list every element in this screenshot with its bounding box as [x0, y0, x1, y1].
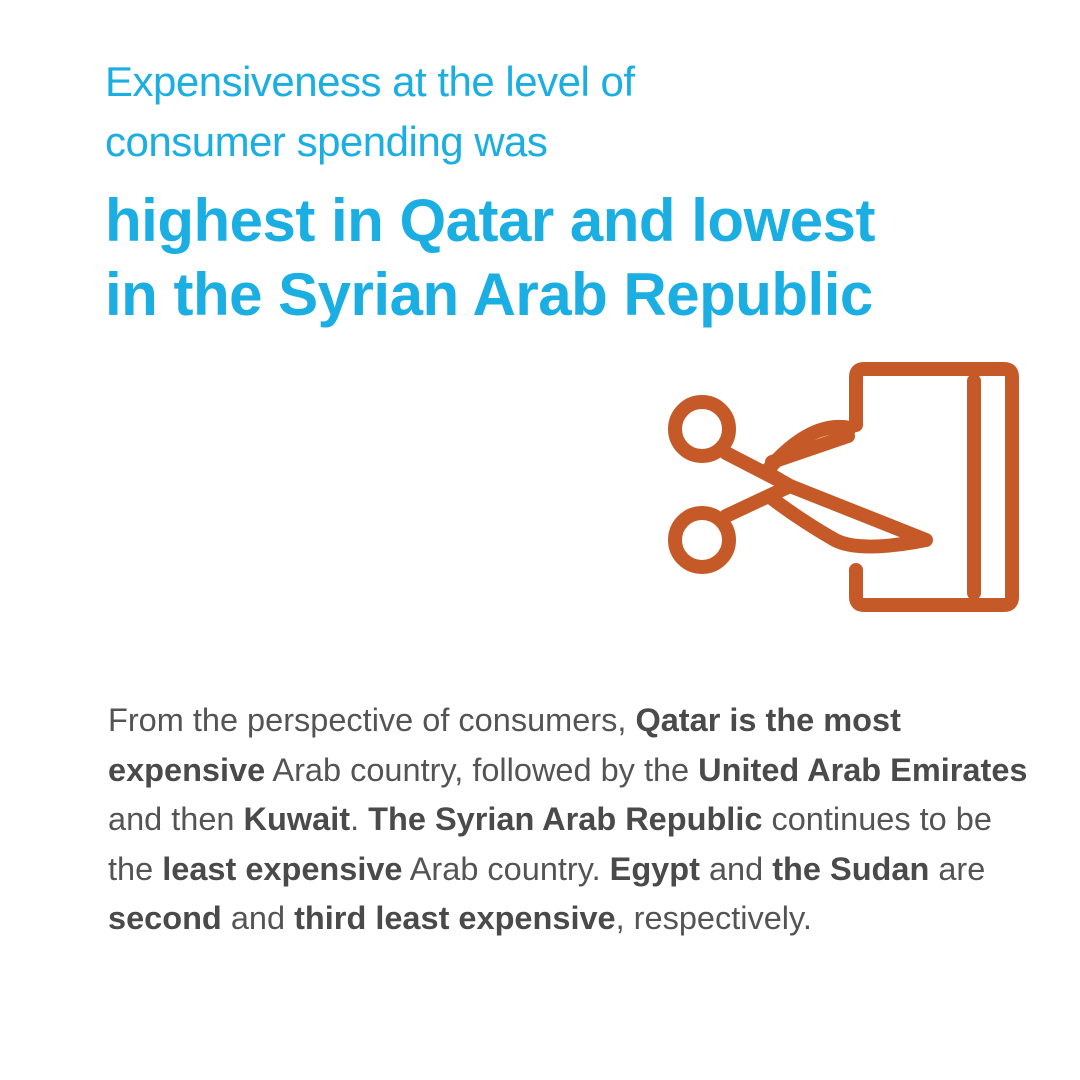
- body-text-segment: , respectively.: [615, 900, 812, 936]
- headline-intro-line: consumer spending was: [105, 118, 548, 165]
- body-text-segment: From the perspective of consumers,: [108, 702, 636, 738]
- body-text-segment: .: [350, 801, 369, 837]
- body-emphasis: second: [108, 900, 222, 936]
- body-text-segment: and: [699, 850, 773, 887]
- headline-emphasis: [105, 184, 1005, 332]
- body-emphasis: United Arab Emirates: [698, 751, 1028, 788]
- body-emphasis: The Syrian Arab Republic: [368, 801, 763, 837]
- headline-emphasis-line: in the Syrian Arab Republic: [105, 261, 873, 328]
- body-text-segment: are: [929, 850, 986, 887]
- body-text-segment: and: [221, 900, 295, 936]
- headline: [105, 52, 1005, 332]
- body-text-segment: Arab country, followed by the: [265, 751, 699, 788]
- body-emphasis: Kuwait: [243, 801, 351, 837]
- body-emphasis: least expensive: [162, 850, 403, 887]
- headline-intro-line: Expensiveness at the level of: [105, 58, 635, 105]
- body-paragraph: [108, 696, 1038, 944]
- headline-intro: [105, 52, 1005, 172]
- scissors-cutting-card-icon: [655, 360, 1025, 615]
- body-text-segment: continues to be the: [108, 801, 992, 887]
- body-text-segment: and then: [108, 801, 244, 837]
- body-emphasis: Qatar is the most expensive: [108, 702, 901, 788]
- body-emphasis: Egypt: [609, 850, 700, 887]
- headline-emphasis-line: highest in Qatar and lowest: [105, 187, 875, 254]
- body-text-segment: Arab country.: [402, 850, 610, 887]
- body-emphasis: the Sudan: [772, 850, 930, 887]
- body-emphasis: third least expensive: [294, 900, 616, 936]
